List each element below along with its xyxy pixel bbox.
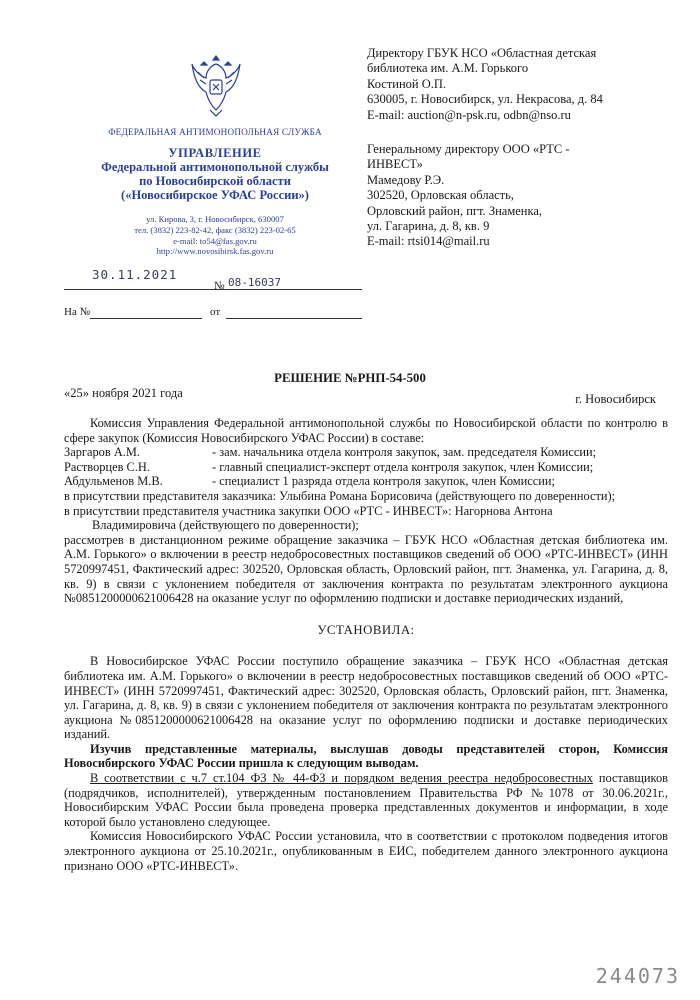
paragraph-conclusion: Изучив представленные материалы, выслушав доводы представителей сторон, Комиссия Новосибирского УФАС России пришла к следующим выводам. [64, 741, 668, 771]
contact-block [70, 214, 360, 257]
reference-date-label: от [210, 306, 221, 318]
agency-name: ФЕДЕРАЛЬНАЯ АНТИМОНОПОЛЬНАЯ СЛУЖБА [108, 127, 322, 137]
member-role: - зам. начальника отдела контроля закупок, зам. председателя Комиссии; [212, 445, 597, 460]
presence-customer: в присутствии представителя заказчика: Улыбина Романа Борисовича (действующего по доверенности); [64, 488, 616, 503]
commission-member [64, 474, 668, 489]
outgoing-date-stamp: 30.11.2021 [92, 267, 178, 282]
addressee-customer [367, 46, 667, 123]
dept-line-2: Федеральной антимонопольной службы [101, 160, 329, 174]
reference-date-line [226, 318, 362, 319]
decision-city: г. Новосибирск [575, 392, 656, 406]
addr-line: ул. Гагарина, д. 8, кв. 9 [367, 219, 490, 234]
commission-member [64, 445, 668, 460]
addr-line: 630005, г. Новосибирск, ул. Некрасова, д. 84 [367, 92, 603, 107]
dept-website: http://www.novosibirsk.fas.gov.ru [156, 246, 274, 257]
coat-of-arms-icon [190, 52, 242, 118]
reference-number-label: На № [64, 306, 91, 318]
addr-line: E-mail: auction@n-psk.ru, odbn@nso.ru [367, 107, 571, 122]
member-role: - специалист 1 разряда отдела контроля закупок, член Комиссии; [212, 474, 555, 489]
member-name: Растворцев С.Н. [64, 459, 150, 474]
addr-line: Орловский район, пгт. Знаменка, [367, 203, 543, 218]
dept-line-3: по Новосибирской области [139, 174, 291, 188]
number-line [64, 289, 362, 290]
decision-body [64, 416, 668, 873]
dept-line-1: УПРАВЛЕНИЕ [168, 146, 262, 160]
dept-phones: тел. (3832) 223-82-42, факс (3832) 223-02-65 [134, 224, 296, 235]
member-role: - главный специалист-эксперт отдела контроля закупок, член Комиссии; [212, 459, 594, 474]
paragraph-inspection-rest: поставщиков (подрядчиков, исполнителей), утвержденным постановлением Правительства РФ №1078 от 30.06.2021г., Новосибирским УФАС России была проведена проверка представленных документов и информации, в ходе которой было установлено следующее. [64, 771, 668, 829]
addr-line: Директору ГБУК НСО «Областная детская [367, 46, 597, 60]
considered-paragraph: рассмотрев в дистанционном режиме обращение заказчика – ГБУК НСО «Областная детская библиотека им. А.М. Горького» о включении в реестр недобросовестных поставщиков сведений об ООО «РТС-ИНВЕСТ» (ИНН 5720997451, Фактический адрес: 302520, Орловская область, Орловский район, пгт. Знаменка, ул. Гагарина, д. 8, кв. 9) в связи с уклонением победителя от заключения контракта по результатам электронного аукциона №0851200000621006428 на оказание услуг по оформлению подписки и доставке периодических изданий, [64, 532, 668, 606]
decision-title: РЕШЕНИЕ №РНП-54-500 [274, 371, 426, 385]
addr-line: библиотека им. А.М. Горького [367, 61, 529, 76]
addr-line: ИНВЕСТ» [367, 157, 423, 172]
addr-line: Мамедову Р.Э. [367, 172, 445, 187]
member-name: Абдульменов М.В. [64, 474, 163, 489]
registration-number: 08-16037 [228, 276, 281, 289]
document-code: 244073 [595, 964, 680, 988]
member-name: Заргаров А.М. [64, 445, 140, 460]
paragraph-inspection [64, 771, 668, 829]
addressee-participant [367, 142, 667, 250]
addr-line: Генеральному директору ООО «РТС - [367, 142, 570, 156]
department-name [70, 146, 360, 202]
number-sign: № [214, 280, 225, 292]
established-heading: УСТАНОВИЛА: [317, 622, 415, 637]
paragraph-appeal: В Новосибирское УФАС России поступило обращение заказчика – ГБУК НСО «Областная детская библиотека им. А.М. Горького» о включении в реестр недобросовестных поставщиков сведений об ООО «РТС-ИНВЕСТ» (ИНН 5720997451, Фактический адрес: 302520, Орловская область, Орловский район, пгт. Знаменка, ул. Гагарина, д. 8, кв. 9) в связи с уклонением победителя от заключения контракта по результатам электронного аукциона №0851200000621006428 на оказание услуг по оформлению подписки и доставке периодических изданий. [64, 654, 668, 742]
commission-member [64, 460, 668, 475]
paragraph-winner: Комиссия Новосибирского УФАС России установила, что в соответствии с протоколом подведения итогов электронного аукциона от 25.10.2021г., опубликованным в ЕИС, победителем данного электронного аукциона признано ООО «РТС-ИНВЕСТ». [64, 829, 668, 873]
decision-date: «25» ноября 2021 года [64, 386, 183, 400]
reference-number-line [90, 318, 202, 319]
dept-address: ул. Кирова, 3, г. Новосибирск, 630007 [146, 214, 284, 224]
commission-intro: Комиссия Управления Федеральной антимонопольной службы по Новосибирской области по контролю в сфере закупок (Комиссия Новосибирского УФАС России) в составе: [64, 416, 668, 445]
addr-line: Костиной О.П. [367, 76, 447, 91]
legal-reference: В соответствии с ч.7 ст.104 ФЗ № 44-ФЗ и порядком ведения реестра недобросовестных [90, 771, 593, 786]
dept-line-4: («Новосибирское УФАС России») [121, 188, 309, 202]
addr-line: 302520, Орловская область, [367, 188, 514, 203]
presence-participant-cont: Владимировича (действующего по доверенности); [92, 518, 359, 533]
addr-line: E-mail: rtsi014@mail.ru [367, 234, 490, 249]
presence-participant: в присутствии представителя участника закупки ООО «РТС - ИНВЕСТ»: Нагорнова Антона [64, 503, 553, 518]
dept-email: e-mail: to54@fas.gov.ru [173, 235, 257, 246]
